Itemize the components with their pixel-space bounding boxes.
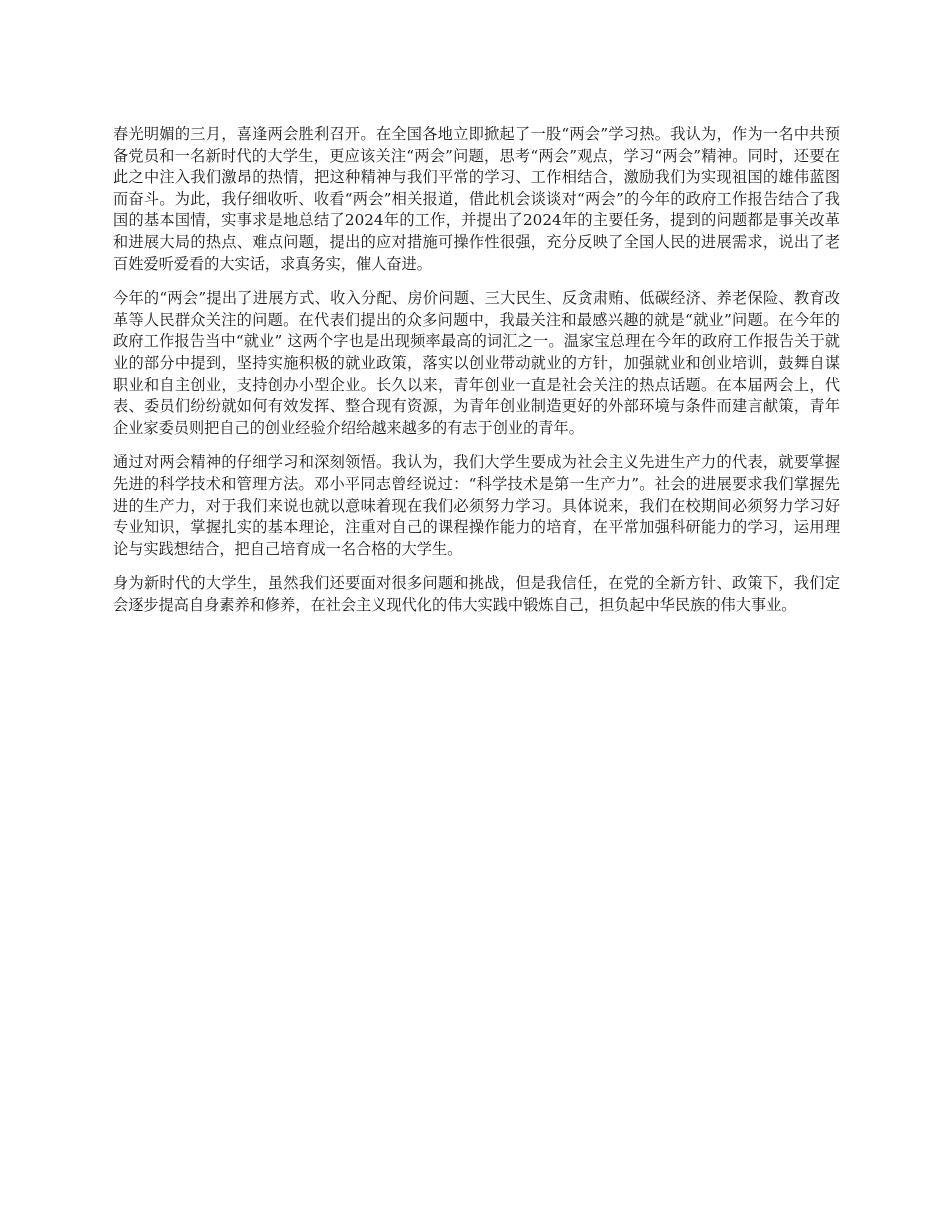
paragraph-4: 身为新时代的大学生，虽然我们还要面对很多问题和挑战，但是我信任，在党的全新方针、政策下，我们定会逐步提高自身素养和修养，在社会主义现代化的伟大实践中锻炼自己，担负起中华民族的伟大事业。 bbox=[113, 574, 840, 614]
paragraph-2: 今年的“两会”提出了进展方式、收入分配、房价问题、三大民生、反贪肃贿、低碳经济、养老保险、教育改革等人民群众关注的问题。在代表们提出的众多问题中，我最关注和最感兴趣的就是“就业”问题。在今年的政府工作报告当中“就业” 这两个字也是出现频率最高的词汇之一。温家宝总理在今年的政府工作报告关于就业的部分中提到，坚持实施积极的就业政策，落实以创业带动就业的方针，加强就业和创业培训，鼓舞自谋职业和自主创业，支持创办小型企业。长久以来，青年创业一直是社会关注的热点话题。在本届两会上，代表、委员们纷纷就如何有效发挥、整合现有资源，为青年创业制造更好的外部环境与条件而建言献策，青年企业家委员则把自己的创业经验介绍给越来越多的有志于创业的青年。 bbox=[113, 289, 840, 437]
document-body bbox=[113, 124, 840, 629]
paragraph-1: 春光明媚的三月，喜逢两会胜利召开。在全国各地立即掀起了一股“两会”学习热。我认为，作为一名中共预备党员和一名新时代的大学生，更应该关注“两会”问题，思考“两会”观点，学习“两会”精神。同时，还要在此之中注入我们激昂的热情，把这种精神与我们平常的学习、工作相结合，激励我们为实现祖国的雄伟蓝图而奋斗。为此，我仔细收听、收看“两会”相关报道，借此机会谈谈对“两会”的今年的政府工作报告结合了我国的基本国情，实事求是地总结了2024年的工作，并提出了2024年的主要任务，提到的问题都是事关改革和进展大局的热点、难点问题，提出的应对措施可操作性很强，充分反映了全国人民的进展需求，说出了老百姓爱听爱看的大实话，求真务实，催人奋进。 bbox=[113, 125, 840, 273]
paragraph-3: 通过对两会精神的仔细学习和深刻领悟。我认为，我们大学生要成为社会主义先进生产力的代表，就要掌握先进的科学技术和管理方法。邓小平同志曾经说过：“科学技术是第一生产力”。社会的进展要求我们掌握先进的生产力，对于我们来说也就以意味着现在我们必须努力学习。具体说来，我们在校期间必须努力学习好专业知识，掌握扎实的基本理论，注重对自己的课程操作能力的培育，在平常加强科研能力的学习，运用理论与实践想结合，把自己培育成一名合格的大学生。 bbox=[113, 453, 840, 558]
